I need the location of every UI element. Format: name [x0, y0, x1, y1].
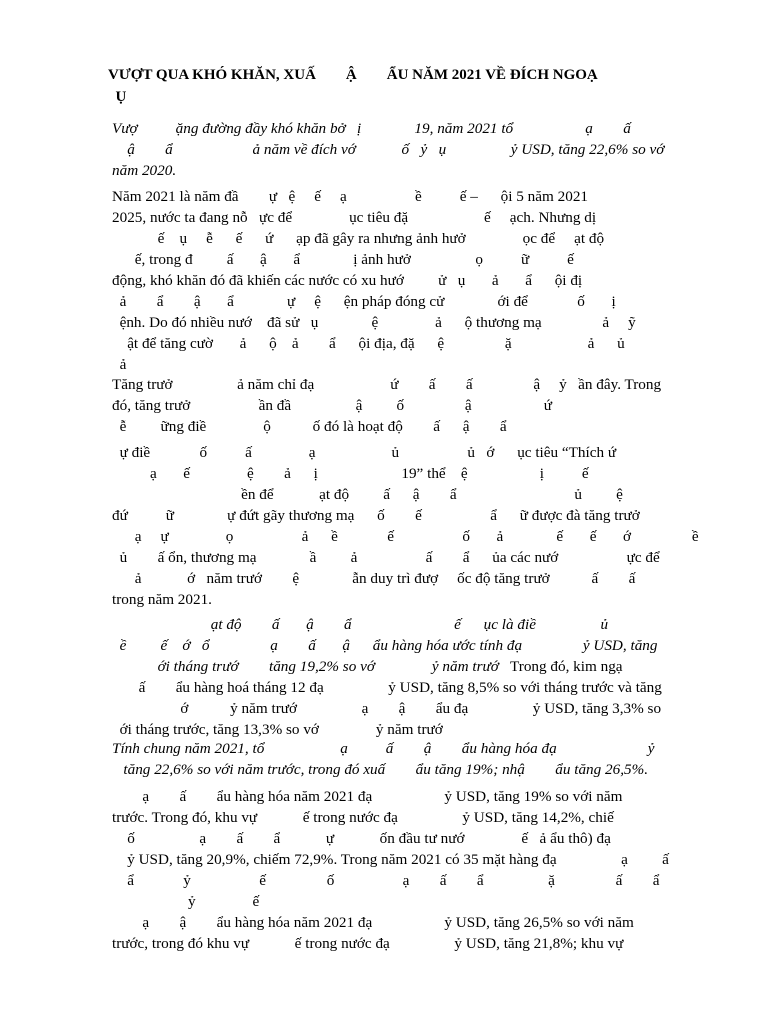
text-segment: Trong đó, kim ngạ — [498, 658, 623, 675]
text-line: ả ẩ ậ ẩ ự ệ ện pháp đóng cử ới để ố ị — [112, 293, 616, 310]
text-line: ền để ạt độ ấ ậ ẩ ủ ệ — [112, 486, 623, 503]
text-line: tăng 22,6% so với năm trước, trong đó xuấ ẩu tăng 19%; nhậ ẩu tăng 26,5%. — [112, 761, 649, 778]
text-line: ớ ỷ năm trướ ạ ậ ẩu đạ ỷ USD, tăng 3,3% so — [112, 700, 662, 717]
text-line: ấ ẩu hàng hoá tháng 12 đạ ỷ USD, tăng 8,5% so với tháng trước và tăng — [112, 679, 662, 696]
text-line: ự điề ố ấ ạ ủ ủ ớ ục tiêu “Thích ứ — [112, 444, 617, 461]
text-line: ật để tăng cườ ả ộ ả ẩ ội địa, đặ ệ ặ ả ủ — [112, 335, 625, 352]
text-line: Tính chung năm 2021, tổ ạ ấ ậ ẩu hàng hóa đạ ỷ — [112, 740, 655, 757]
text-line: ủ ấ ổn, thương mạ ầ ả ấ ẩ ủa các nướ ực để — [112, 549, 660, 566]
text-line: ạ ế ệ ả ị 19” thể ệ ị ế — [112, 465, 589, 482]
text-line: ề ế ớ ổ ạ ấ ậ ẩu hàng hóa ước tính đạ ỷ USD, tăng — [112, 637, 658, 654]
text-line: ạ ấ ẩu hàng hóa năm 2021 đạ ỷ USD, tăng 19% so với năm — [112, 788, 623, 805]
text-line: ới tháng trước, tăng 13,3% so vớ ỷ năm trướ — [112, 721, 443, 738]
text-segment: ới tháng trướ tăng 19,2% so vớ ỷ năm trướ — [112, 658, 499, 675]
document-title — [108, 64, 708, 108]
text-line: ố ạ ấ ẩ ự ốn đầu tư nướ ế ả ẩu thô) đạ — [112, 830, 611, 847]
text-line: Vượ ặng đường đầy khó khăn bở ị 19, năm 2021 tổ ạ ấ — [112, 120, 631, 137]
text-line: ạ ậ ẩu hàng hóa năm 2021 đạ ỷ USD, tăng 26,5% so với năm — [112, 914, 634, 931]
title-line: VƯỢT QUA KHÓ KHĂN, XUẤ Ậ ẨU NĂM 2021 VỀ ĐÍCH NGOẠ — [108, 67, 598, 83]
text-line: ả ớ năm trướ ệ ẫn duy trì đượ ốc độ tăng trưở ấ ấ — [112, 570, 636, 587]
text-line: đứ ữ ự đứt gãy thương mạ ố ế ẩ ữ được đà tăng trưở — [112, 507, 640, 524]
text-line: đó, tăng trưở ần đầ ậ ố ậ ứ — [112, 397, 552, 414]
text-line: năm 2020. — [112, 162, 177, 179]
text-line — [112, 656, 696, 677]
text-line: ế ụ ễ ế ứ ạp đã gây ra nhưng ảnh hưở ọc để ạt độ — [112, 230, 605, 247]
body-paragraph-3 — [112, 442, 699, 610]
text-line: trước. Trong đó, khu vự ế trong nước đạ ỷ USD, tăng 14,2%, chiế — [112, 809, 614, 826]
body-paragraph-2 — [112, 374, 696, 437]
text-line: ạ ự ọ ả ề ế ố ả ế ế ớ ề — [112, 528, 699, 545]
text-line: ỷ USD, tăng 20,9%, chiếm 72,9%. Trong năm 2021 có 35 mặt hàng đạ ạ ấ — [112, 851, 669, 868]
text-line: ạt độ ấ ậ ẩ ế ục là điề ủ — [112, 616, 609, 633]
text-line: trong năm 2021. — [112, 591, 212, 608]
text-line: ế, trong đ ấ ậ ẩ ị ảnh hưở ọ ữ ế — [112, 251, 574, 268]
text-line: ậ ẩ ả năm về đích vớ ố ỷ ụ ỷ USD, tăng 22,6% so vớ — [112, 141, 665, 158]
summary-paragraph — [112, 738, 696, 780]
text-line: ẩ ỷ ế ố ạ ấ ẩ ặ ấ ẩ — [112, 872, 660, 889]
text-line: ệnh. Do đó nhiều nướ đã sử ụ ệ ả ộ thương mạ ả ỹ — [112, 314, 636, 331]
intro-paragraph — [112, 118, 696, 181]
text-line: ỷ ế — [112, 893, 260, 910]
import-paragraph — [112, 912, 696, 954]
text-line: Năm 2021 là năm đầ ự ệ ế ạ ề ế – ội 5 năm 2021 — [112, 188, 589, 205]
body-paragraph-4 — [112, 614, 696, 740]
body-paragraph-1 — [112, 186, 696, 375]
title-line: Ụ — [108, 89, 127, 105]
text-line: ễ ững điề ộ ố đó là hoạt độ ấ ậ ẩ — [112, 418, 507, 435]
text-line: ả — [112, 356, 127, 373]
text-line: 2025, nước ta đang nỗ ực để ục tiêu đặ ế ạch. Nhưng dị — [112, 209, 597, 226]
text-line: trước, trong đó khu vự ế trong nước đạ ỷ USD, tăng 21,8%; khu vự — [112, 935, 624, 952]
text-line: Tăng trưở ả năm chỉ đạ ứ ấ ấ ậ ỷ ần đây. Trong — [112, 376, 662, 393]
text-line: động, khó khăn đó đã khiến các nước có xu hướ ử ụ ả ẩ ội đị — [112, 272, 583, 289]
export-paragraph — [112, 786, 696, 912]
